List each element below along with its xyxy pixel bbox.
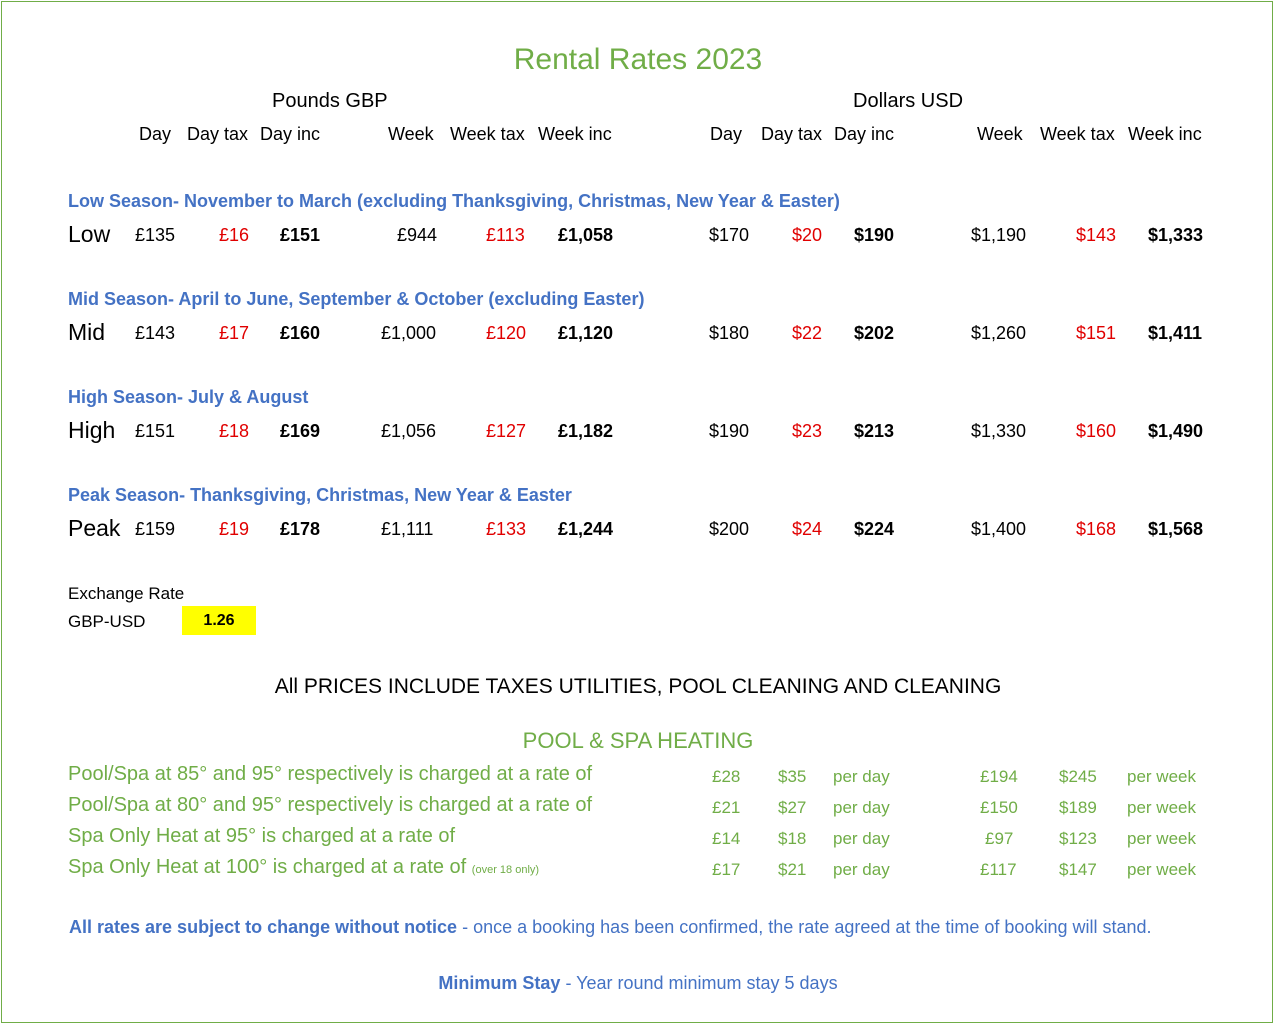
heating-day-usd: $21 (778, 860, 807, 879)
high-gbp-week: £1,056 (381, 421, 437, 441)
col-gbp-day: Day (139, 124, 172, 144)
heating-week-gbp: £194 (980, 767, 1018, 786)
heating-per-day: per day (833, 860, 890, 879)
col-gbp-week-inc: Week inc (538, 124, 612, 144)
col-usd-day: Day (710, 124, 743, 144)
mid-gbp-day: £143 (135, 323, 176, 343)
heating-day-gbp: £21 (712, 798, 741, 817)
col-usd-week: Week (977, 124, 1023, 144)
heating-week-gbp: £117 (980, 860, 1017, 879)
heating-week-usd: $245 (1059, 767, 1097, 786)
peak-gbp-week: £1,111 (381, 519, 434, 539)
season-label-high: High (68, 417, 116, 443)
col-usd-week-tax: Week tax (1040, 124, 1115, 144)
low-gbp-week-tax: £113 (486, 225, 525, 245)
col-gbp-week-tax: Week tax (450, 124, 525, 144)
exchange-rate-label: GBP-USD (68, 612, 146, 631)
col-usd-day-inc: Day inc (834, 124, 895, 144)
high-gbp-day-inc: £169 (280, 421, 321, 441)
mid-usd-week-tax: $151 (1076, 323, 1117, 343)
mid-usd-day-tax: $22 (792, 323, 823, 343)
season-heading-low: Low Season- November to March (excluding Thanksgiving, Christmas, New Year & Easter) (68, 191, 840, 211)
heating-row-desc (68, 825, 455, 848)
rates-change-notice (69, 917, 1152, 938)
minimum-stay-rest: - Year round minimum stay 5 days (560, 973, 838, 993)
low-usd-week-tax: $143 (1076, 225, 1117, 245)
heating-week-gbp: £150 (980, 798, 1018, 817)
heating-week-usd: $189 (1059, 798, 1097, 817)
heating-row-desc (68, 763, 592, 786)
heating-per-week: per week (1127, 860, 1196, 879)
peak-usd-day: $200 (709, 519, 750, 539)
page-title: Rental Rates 2023 (513, 43, 763, 76)
heating-per-day: per day (833, 767, 890, 786)
low-gbp-day-inc: £151 (280, 225, 321, 245)
heating-desc-text: Spa Only Heat at 100° is charged at a rate of (68, 856, 467, 878)
mid-gbp-week: £1,000 (381, 323, 437, 343)
heating-week-usd: $123 (1059, 829, 1097, 848)
col-gbp-day-inc: Day inc (260, 124, 321, 144)
low-usd-week: $1,190 (971, 225, 1027, 245)
peak-usd-week: $1,400 (971, 519, 1027, 539)
low-usd-day-tax: $20 (792, 225, 823, 245)
col-gbp-week: Week (388, 124, 434, 144)
high-usd-week-inc: $1,490 (1148, 421, 1204, 441)
usd-header: Dollars USD (853, 90, 964, 112)
rates-change-rest: - once a booking has been confirmed, the rate agreed at the time of booking will stand. (457, 917, 1152, 937)
heating-title: POOL & SPA HEATING (522, 728, 754, 753)
mid-gbp-day-inc: £160 (280, 323, 321, 343)
season-label-low: Low (68, 221, 111, 247)
low-usd-day: $170 (709, 225, 750, 245)
exchange-rate-value: 1.26 (182, 606, 256, 635)
heating-week-usd: $147 (1059, 860, 1097, 879)
heating-desc-text: Spa Only Heat at 95° is charged at a rate of (68, 825, 456, 847)
heating-day-gbp: £14 (712, 829, 741, 848)
peak-gbp-day-tax: £19 (219, 519, 250, 539)
heating-per-week: per week (1127, 767, 1196, 786)
heating-row-desc (68, 794, 592, 817)
low-gbp-day-tax: £16 (219, 225, 250, 245)
gbp-header: Pounds GBP (272, 90, 388, 112)
heating-per-week: per week (1127, 798, 1196, 817)
mid-usd-day-inc: $202 (854, 323, 895, 343)
col-usd-day-tax: Day tax (761, 124, 823, 144)
mid-usd-day: $180 (709, 323, 750, 343)
mid-gbp-day-tax: £17 (219, 323, 250, 343)
mid-usd-week-inc: $1,411 (1148, 323, 1203, 343)
heating-desc-text: Pool/Spa at 85° and 95° respectively is charged at a rate of (68, 763, 593, 785)
heating-day-gbp: £28 (712, 767, 741, 786)
heating-day-usd: $27 (778, 798, 807, 817)
peak-gbp-day: £159 (135, 519, 176, 539)
peak-usd-day-inc: $224 (854, 519, 895, 539)
mid-gbp-week-inc: £1,120 (558, 323, 614, 343)
mid-usd-week: $1,260 (971, 323, 1027, 343)
peak-usd-week-tax: $168 (1076, 519, 1117, 539)
low-gbp-day: £135 (135, 225, 176, 245)
heating-week-gbp: £97 (985, 829, 1014, 848)
minimum-stay-bold: Minimum Stay (438, 973, 561, 993)
heating-row-desc (68, 856, 539, 879)
season-label-mid: Mid (68, 319, 106, 345)
exchange-rate-title: Exchange Rate (68, 584, 185, 603)
mid-gbp-week-tax: £120 (486, 323, 527, 343)
heating-day-usd: $18 (778, 829, 807, 848)
heating-desc-note: (over 18 only) (471, 864, 540, 876)
low-usd-week-inc: $1,333 (1148, 225, 1204, 245)
high-gbp-day-tax: £18 (219, 421, 250, 441)
prices-include-notice: All PRICES INCLUDE TAXES UTILITIES, POOL CLEANING AND CLEANING (274, 675, 1002, 698)
season-heading-high: High Season- July & August (68, 387, 309, 407)
high-usd-day-tax: $23 (792, 421, 823, 441)
peak-gbp-week-inc: £1,244 (558, 519, 614, 539)
high-usd-week-tax: $160 (1076, 421, 1117, 441)
high-usd-day: $190 (709, 421, 750, 441)
season-label-peak: Peak (68, 515, 121, 541)
rates-change-bold: All rates are subject to change without notice (69, 917, 458, 937)
low-usd-day-inc: $190 (854, 225, 895, 245)
heating-day-usd: $35 (778, 767, 807, 786)
low-gbp-week: £944 (397, 225, 438, 245)
minimum-stay-notice (0, 973, 1276, 994)
peak-gbp-week-tax: £133 (486, 519, 527, 539)
low-gbp-week-inc: £1,058 (558, 225, 614, 245)
heating-day-gbp: £17 (712, 860, 741, 879)
high-gbp-week-tax: £127 (486, 421, 527, 441)
high-usd-day-inc: $213 (854, 421, 895, 441)
heating-per-day: per day (833, 798, 890, 817)
heating-per-week: per week (1127, 829, 1196, 848)
heating-desc-text: Pool/Spa at 80° and 95° respectively is charged at a rate of (68, 794, 593, 816)
peak-gbp-day-inc: £178 (280, 519, 321, 539)
season-heading-peak: Peak Season- Thanksgiving, Christmas, New Year & Easter (68, 485, 572, 505)
high-gbp-day: £151 (135, 421, 176, 441)
peak-usd-week-inc: $1,568 (1148, 519, 1204, 539)
season-heading-mid: Mid Season- April to June, September & October (excluding Easter) (68, 289, 645, 309)
col-usd-week-inc: Week inc (1128, 124, 1202, 144)
peak-usd-day-tax: $24 (792, 519, 823, 539)
high-usd-week: $1,330 (971, 421, 1027, 441)
heating-per-day: per day (833, 829, 890, 848)
high-gbp-week-inc: £1,182 (558, 421, 614, 441)
col-gbp-day-tax: Day tax (187, 124, 249, 144)
